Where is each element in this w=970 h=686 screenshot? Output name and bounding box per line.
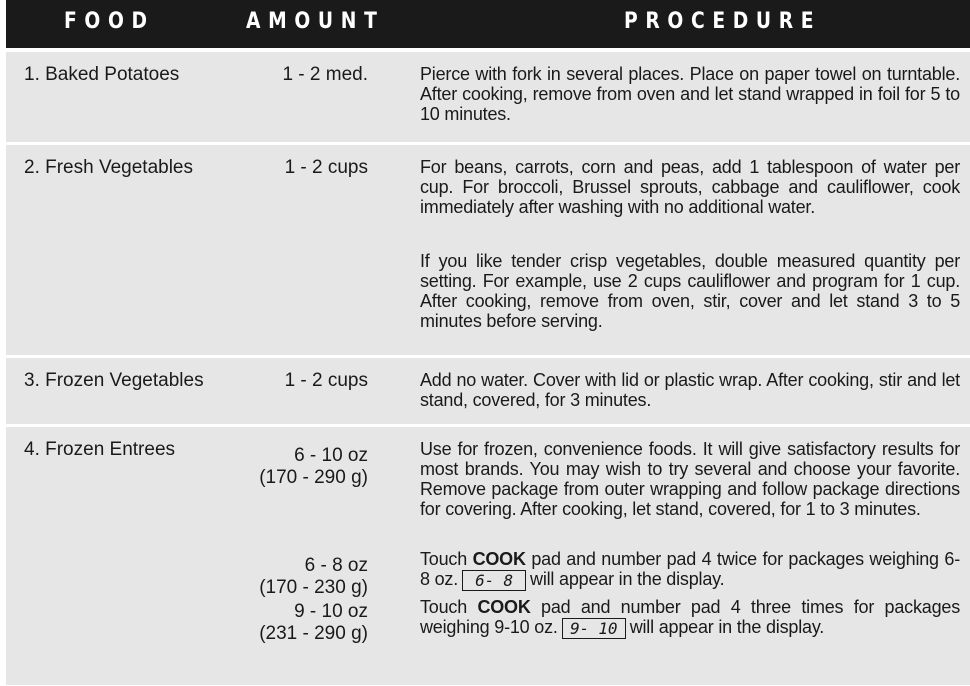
table-header [6, 0, 970, 48]
display-readout: 9- 10 [562, 618, 626, 639]
procedure-text: For beans, carrots, corn and peas, add 1 tablespoon of water per cup. For broccoli, Brussel sprouts, cabbage and cauliflower, cook immediately after washing with no additional water. [420, 157, 960, 217]
touch1-post: will appear in the display. [530, 569, 725, 589]
touch2-mid: pad and number pad 4 three times for packages weighing 9-10 oz. [420, 597, 960, 637]
food-amount-c2: (231 - 290 g) [259, 623, 368, 644]
food-amount-b2: (170 - 230 g) [259, 577, 368, 598]
header-procedure: PROCEDURE [624, 9, 822, 34]
touch2-post: will appear in the display. [629, 617, 825, 637]
food-amount-b1: 6 - 8 oz [304, 555, 368, 576]
touch1-mid: pad and number pad 4 twice for packages weighing 6-8 oz. [420, 549, 960, 589]
food-name: 3. Frozen Vegetables [24, 370, 204, 391]
touch-instruction-1 [420, 549, 960, 591]
food-amount: 1 - 2 cups [284, 370, 368, 391]
table-row [6, 427, 970, 685]
cook-pad-label: COOK [477, 597, 531, 617]
food-name: 4. Frozen Entrees [24, 439, 176, 460]
procedure-text: Use for frozen, convenience foods. It will give satisfactory results for most brands. You may wish to try several and choose your favorite. Remove package from outer wrapping and follow package directions for covering. After cooking, let stand, covered, for 1 to 3 minutes. [420, 439, 960, 519]
procedure-text: Pierce with fork in several places. Place on paper towel on turntable. After cooking, remove from oven and let stand wrapped in foil for 5 to 10 minutes. [420, 64, 960, 124]
touch1-pre: Touch [420, 549, 473, 569]
food-name: 1. Baked Potatoes [24, 64, 180, 85]
header-food: FOOD [64, 9, 155, 34]
food-amount: 1 - 2 med. [282, 64, 368, 85]
procedure-text: Add no water. Cover with lid or plastic wrap. After cooking, stir and let stand, covered, for 3 minutes. [420, 370, 960, 410]
display-readout: 6- 8 [462, 570, 526, 591]
touch-instruction-2 [420, 597, 960, 639]
table-row [6, 145, 970, 355]
table-row [6, 358, 970, 424]
touch2-pre: Touch [420, 597, 478, 617]
procedure-text-2: If you like tender crisp vegetables, double measured quantity per setting. For example, use 2 cups cauliflower and program for 1 cup. After cooking, remove from oven, stir, cover and let stand 3 to 5 minutes before serving. [420, 251, 960, 331]
food-name: 2. Fresh Vegetables [24, 157, 193, 178]
food-amount-a2: (170 - 290 g) [259, 467, 368, 488]
food-amount: 1 - 2 cups [284, 157, 368, 178]
food-amount-c1: 9 - 10 oz [294, 601, 368, 622]
food-amount-a1: 6 - 10 oz [294, 445, 368, 466]
table-row [6, 52, 970, 142]
cook-pad-label: COOK [472, 549, 526, 569]
header-amount: AMOUNT [246, 9, 385, 34]
